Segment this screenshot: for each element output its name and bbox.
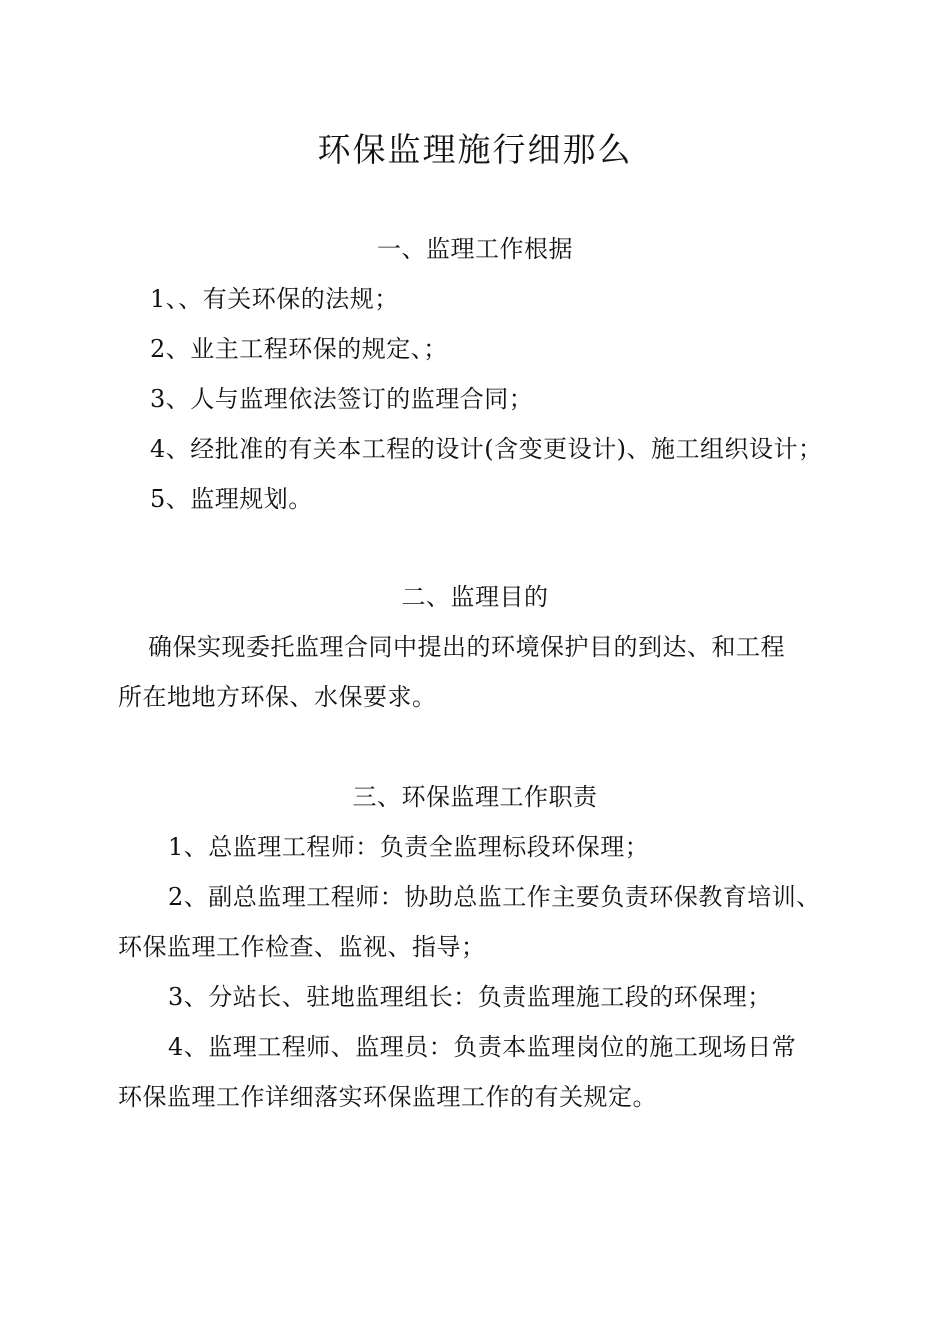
section1-item-1: 1、、有关环保的法规； bbox=[150, 285, 399, 313]
section1-item-3: 3、人与监理依法签订的监理合同； bbox=[150, 385, 534, 413]
section1-item-2: 2、业主工程环保的规定、； bbox=[150, 335, 448, 363]
section1-item-4: 4、经批准的有关本工程的设计(含变更设计)、施工组织设计； bbox=[150, 435, 823, 463]
section3-item-3: 3、分站长、驻地监理组长：负责监理施工段的环保理； bbox=[168, 983, 772, 1011]
section3-item-1: 1、总监理工程师：负责全监理标段环保理； bbox=[168, 833, 650, 861]
section3-heading: 三、环保监理工作职责 bbox=[352, 783, 598, 811]
section1-heading: 一、监理工作根据 bbox=[377, 235, 573, 263]
section3-item-4-line1: 4、监理工程师、监理员：负责本监理岗位的施工现场日常 bbox=[168, 1033, 797, 1061]
document-title: 环保监理施行细那么 bbox=[317, 130, 633, 169]
section1-item-5: 5、监理规划。 bbox=[150, 485, 313, 513]
section3-item-2-line2: 环保监理工作检查、监视、指导； bbox=[118, 933, 486, 961]
section2-heading: 二、监理目的 bbox=[401, 583, 549, 611]
section3-item-2-line1: 2、副总监理工程师：协助总监工作主要负责环保教育培训、 bbox=[168, 883, 821, 911]
section2-paragraph-line1: 确保实现委托监理合同中提出的环境保护目的到达、和工程 bbox=[148, 633, 785, 661]
section3-item-4-line2: 环保监理工作详细落实环保监理工作的有关规定。 bbox=[118, 1083, 657, 1111]
section2-paragraph-line2: 所在地地方环保、水保要求。 bbox=[118, 683, 437, 711]
